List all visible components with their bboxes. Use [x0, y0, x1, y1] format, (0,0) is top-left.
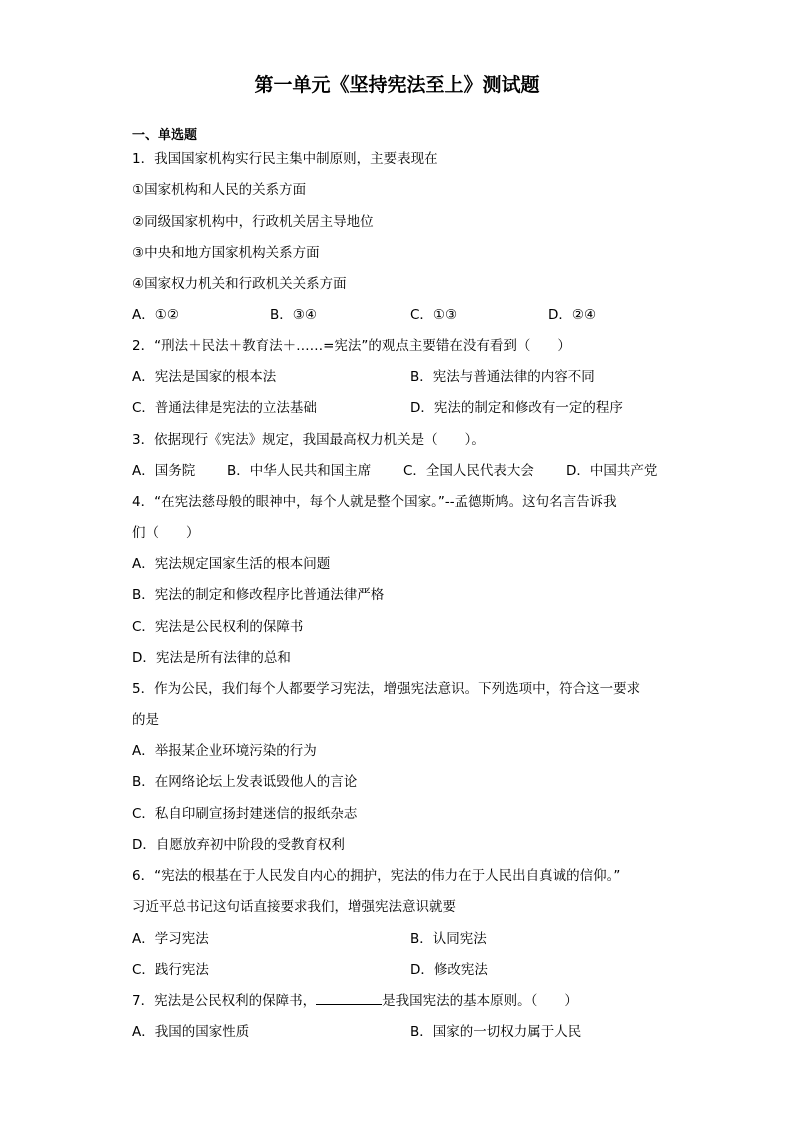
question-5-stem: 5．作为公民，我们每个人都要学习宪法，增强宪法意识。下列选项中，符合这一要求	[132, 681, 641, 697]
question-2-option-b: B．宪法与普通法律的内容不同	[410, 369, 595, 385]
question-6-option-d: D．修改宪法	[410, 962, 488, 978]
question-6-option-c: C．践行宪法	[132, 962, 209, 978]
question-5-option-b: B．在网络论坛上发表诋毁他人的言论	[132, 774, 358, 790]
question-7-stem-start: 7．宪法是公民权利的保障书，	[132, 993, 317, 1009]
question-4-stem-continued: 们（ ）	[132, 525, 200, 541]
question-6-option-a: A．学习宪法	[132, 931, 209, 947]
answer-blank	[316, 991, 382, 1005]
question-1-item: ①国家机构和人民的关系方面	[132, 182, 307, 198]
question-1-item: ④国家权力机关和行政机关关系方面	[132, 276, 347, 292]
question-2-option-d: D．宪法的制定和修改有一定的程序	[410, 400, 623, 416]
question-3-option-d: D．中国共产党	[566, 463, 658, 479]
question-6-stem: 6．“宪法的根基在于人民发自内心的拥护，宪法的伟力在于人民出自真诚的信仰。”	[132, 868, 621, 884]
question-2-option-a: A．宪法是国家的根本法	[132, 369, 277, 385]
question-5-stem-continued: 的是	[132, 712, 159, 728]
question-1-item: ③中央和地方国家机构关系方面	[132, 245, 320, 261]
question-3-option-c: C．全国人民代表大会	[403, 463, 534, 479]
question-1-item: ②同级国家机构中，行政机关居主导地位	[132, 214, 374, 230]
question-5-option-d: D．自愿放弃初中阶段的受教育权利	[132, 837, 345, 853]
question-2-stem: 2．“刑法＋民法＋教育法＋……=宪法”的观点主要错在没有看到（ ）	[132, 338, 571, 354]
question-6-stem-continued: 习近平总书记这句话直接要求我们，增强宪法意识就要	[132, 899, 456, 915]
question-3-option-b: B．中华人民共和国主席	[227, 463, 372, 479]
question-2-option-c: C．普通法律是宪法的立法基础	[132, 400, 317, 416]
question-7-option-a: A．我国的国家性质	[132, 1024, 250, 1040]
question-1-option-a: A．①②	[132, 307, 179, 323]
question-4-option-d: D．宪法是所有法律的总和	[132, 650, 291, 666]
question-1-option-b: B．③④	[270, 307, 317, 323]
question-3-option-a: A．国务院	[132, 463, 196, 479]
question-1-option-d: D．②④	[548, 307, 597, 323]
question-5-option-c: C．私自印刷宣扬封建迷信的报纸杂志	[132, 806, 358, 822]
question-3-stem: 3．依据现行《宪法》规定，我国最高权力机关是（ ）。	[132, 432, 485, 448]
question-1-option-c: C．①③	[410, 307, 458, 323]
question-4-option-b: B．宪法的制定和修改程序比普通法律严格	[132, 587, 385, 603]
section-heading: 一、单选题	[132, 128, 198, 143]
question-7-stem-end: 是我国宪法的基本原则。（ ）	[382, 993, 578, 1009]
question-1-stem: 1．我国国家机构实行民主集中制原则，主要表现在	[132, 151, 438, 167]
question-5-option-a: A．举报某企业环境污染的行为	[132, 743, 317, 759]
question-6-option-b: B．认同宪法	[410, 931, 487, 947]
question-7-option-b: B．国家的一切权力属于人民	[410, 1024, 582, 1040]
question-4-stem: 4．“在宪法慈母般的眼神中，每个人就是整个国家。”--孟德斯鸠。这句名言告诉我	[132, 494, 617, 510]
question-4-option-c: C．宪法是公民权利的保障书	[132, 619, 304, 635]
question-4-option-a: A．宪法规定国家生活的根本问题	[132, 556, 331, 572]
page-title: 第一单元《坚持宪法至上》测试题	[254, 74, 540, 96]
question-7-stem	[132, 991, 578, 1011]
